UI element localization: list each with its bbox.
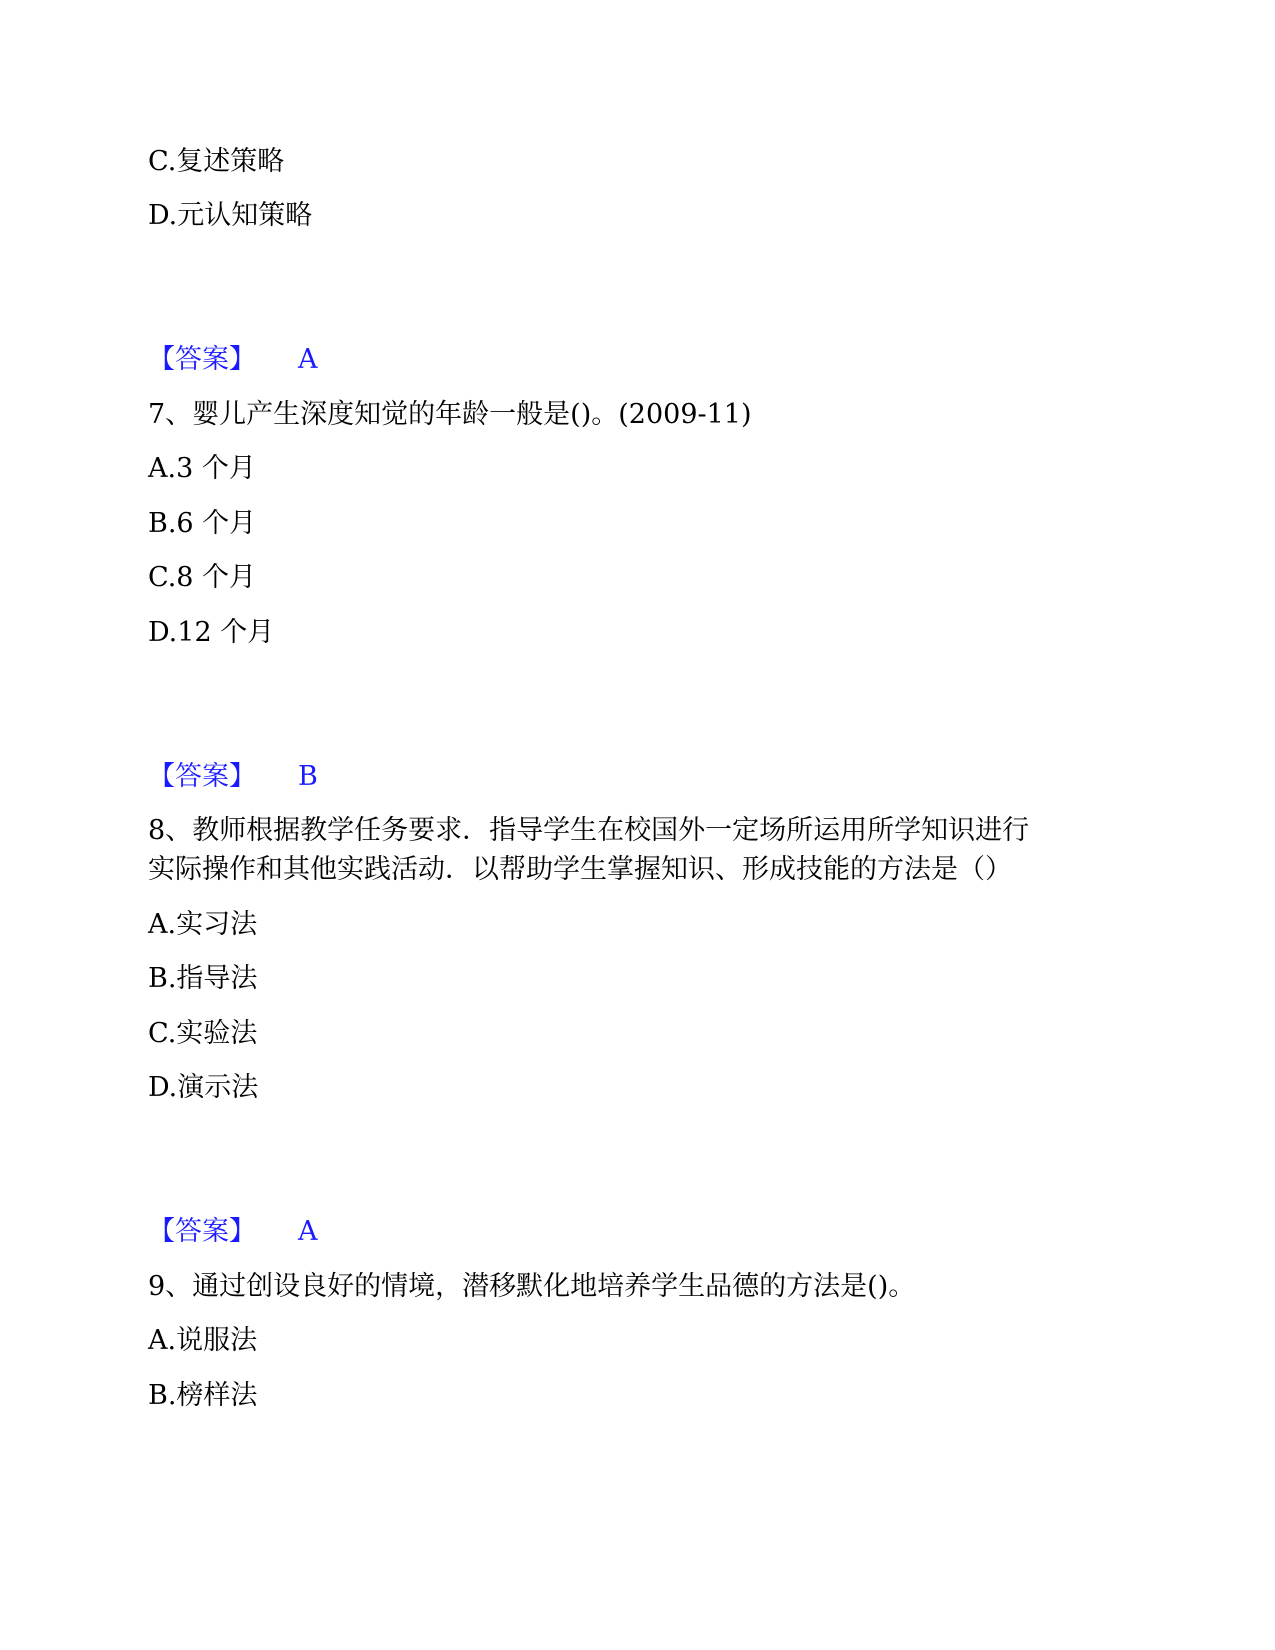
q7-answer — [148, 757, 318, 797]
q8-option-d: D.演示法 — [148, 1072, 259, 1103]
q8-stem-line1: 8、教师根据教学任务要求．指导学生在校国外一定场所运用所学知识进行 — [148, 815, 1030, 846]
q9-option-b: B.榜样法 — [148, 1380, 258, 1411]
q6-answer-label: 【答案】 — [148, 344, 256, 375]
q8-option-c: C.实验法 — [148, 1018, 258, 1049]
q7-option-b: B.6 个月 — [148, 508, 257, 539]
q7-answer-label: 【答案】 — [148, 761, 256, 792]
q8-answer-value: A — [298, 1216, 318, 1247]
q8-stem-line2: 实际操作和其他实践活动．以帮助学生掌握知识、形成技能的方法是（） — [148, 854, 1012, 885]
q6-answer-value: A — [298, 344, 318, 375]
q6-answer — [148, 340, 318, 380]
q8-answer-label: 【答案】 — [148, 1216, 256, 1247]
q9-option-a: A.说服法 — [148, 1325, 258, 1356]
q7-option-c: C.8 个月 — [148, 562, 257, 593]
q6-option-c: C.复述策略 — [148, 146, 285, 177]
q6-option-d: D.元认知策略 — [148, 200, 313, 231]
q8-option-a: A.实习法 — [148, 909, 258, 940]
q9-stem: 9、通过创设良好的情境，潜移默化地培养学生品德的方法是()。 — [148, 1271, 916, 1302]
q8-option-b: B.指导法 — [148, 963, 258, 994]
q7-option-d: D.12 个月 — [148, 617, 275, 648]
q8-answer — [148, 1212, 318, 1252]
q7-answer-value: B — [298, 761, 318, 792]
q7-stem: 7、婴儿产生深度知觉的年龄一般是()。(2009-11) — [148, 399, 752, 430]
q7-option-a: A.3 个月 — [148, 453, 256, 484]
